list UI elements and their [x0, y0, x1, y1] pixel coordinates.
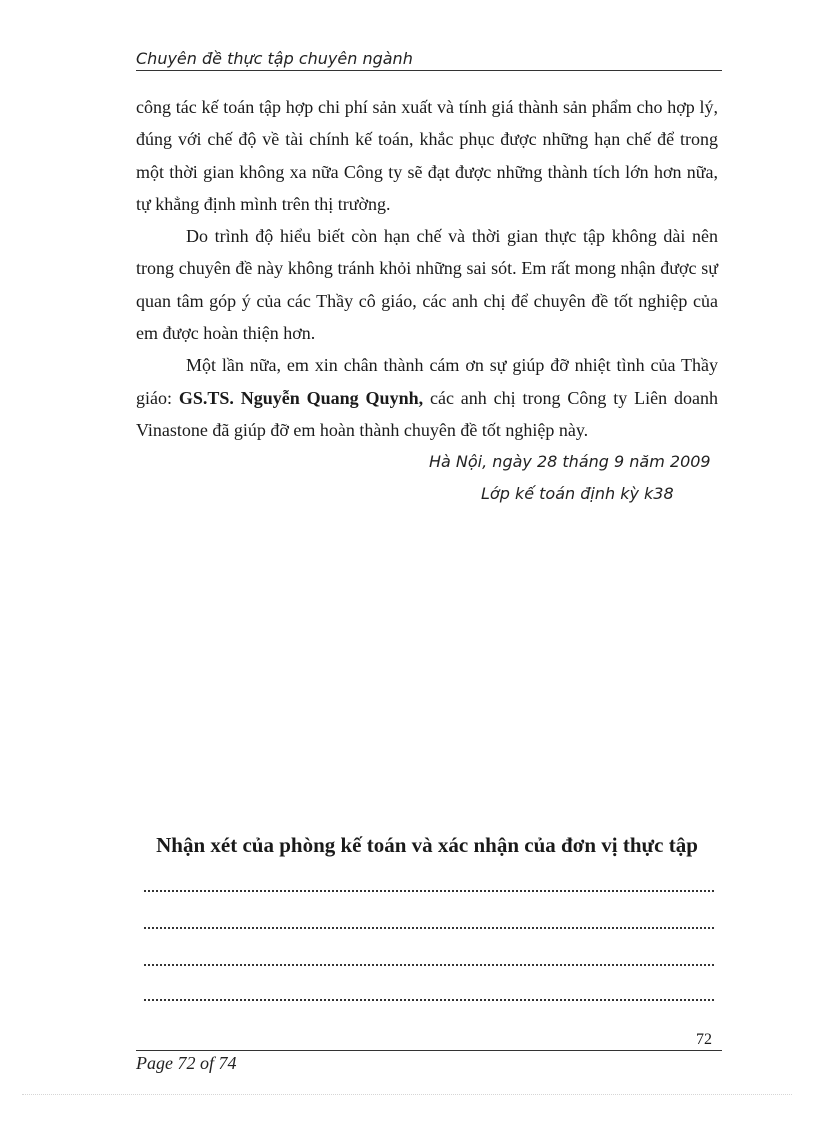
page-number: 72 [696, 1031, 712, 1048]
review-dotted-line [144, 964, 714, 966]
document-header-title: Chuyên đề thực tập chuyên ngành [136, 49, 413, 68]
footer-page-label: Page 72 of 74 [136, 1053, 237, 1073]
signoff-class: Lớp kế toán định kỳ k38 [481, 484, 674, 503]
signoff-date: Hà Nội, ngày 28 tháng 9 năm 2009 [429, 452, 711, 471]
page-edge-divider [22, 1094, 792, 1095]
review-dotted-line [144, 999, 714, 1001]
advisor-name: GS.TS. Nguyễn Quang Quynh, [178, 387, 424, 408]
review-dotted-line [144, 890, 714, 892]
paragraph-conclusion: công tác kế toán tập hợp chi phí sản xuất và tính giá thành sản phẩm cho hợp lý, đúng với chế độ về tài chính kế toán, khắc phục được những hạn chế để trong một thời gian không xa nữa Công ty sẽ đạt được những thành tích lớn hơn nữa, tự khẳng định mình trên thị trường. [136, 97, 718, 214]
header-rule [136, 70, 722, 71]
review-section-heading: Nhận xét của phòng kế toán và xác nhận của đơn vị thực tập [156, 833, 698, 857]
footer-rule [136, 1050, 722, 1051]
review-dotted-line [144, 927, 714, 929]
body-text [136, 91, 718, 446]
paragraph-thanks [136, 349, 718, 446]
thanks-text-before: Một lần nữa, em xin chân thành cám ơn sự giúp đỡ nhiệt tình của Thầy giáo: [136, 355, 718, 408]
thanks-text-after: các anh chị trong Công ty Liên doanh Vinastone đã giúp đỡ em hoàn thành chuyên đề tốt nghiệp này. [136, 387, 718, 440]
paragraph-apology: Do trình độ hiểu biết còn hạn chế và thời gian thực tập không dài nên trong chuyên đề này không tránh khỏi những sai sót. Em rất mong nhận được sự quan tâm góp ý của các Thầy cô giáo, các anh chị để chuyên đề tốt nghiệp của em được hoàn thiện hơn. [136, 226, 718, 344]
